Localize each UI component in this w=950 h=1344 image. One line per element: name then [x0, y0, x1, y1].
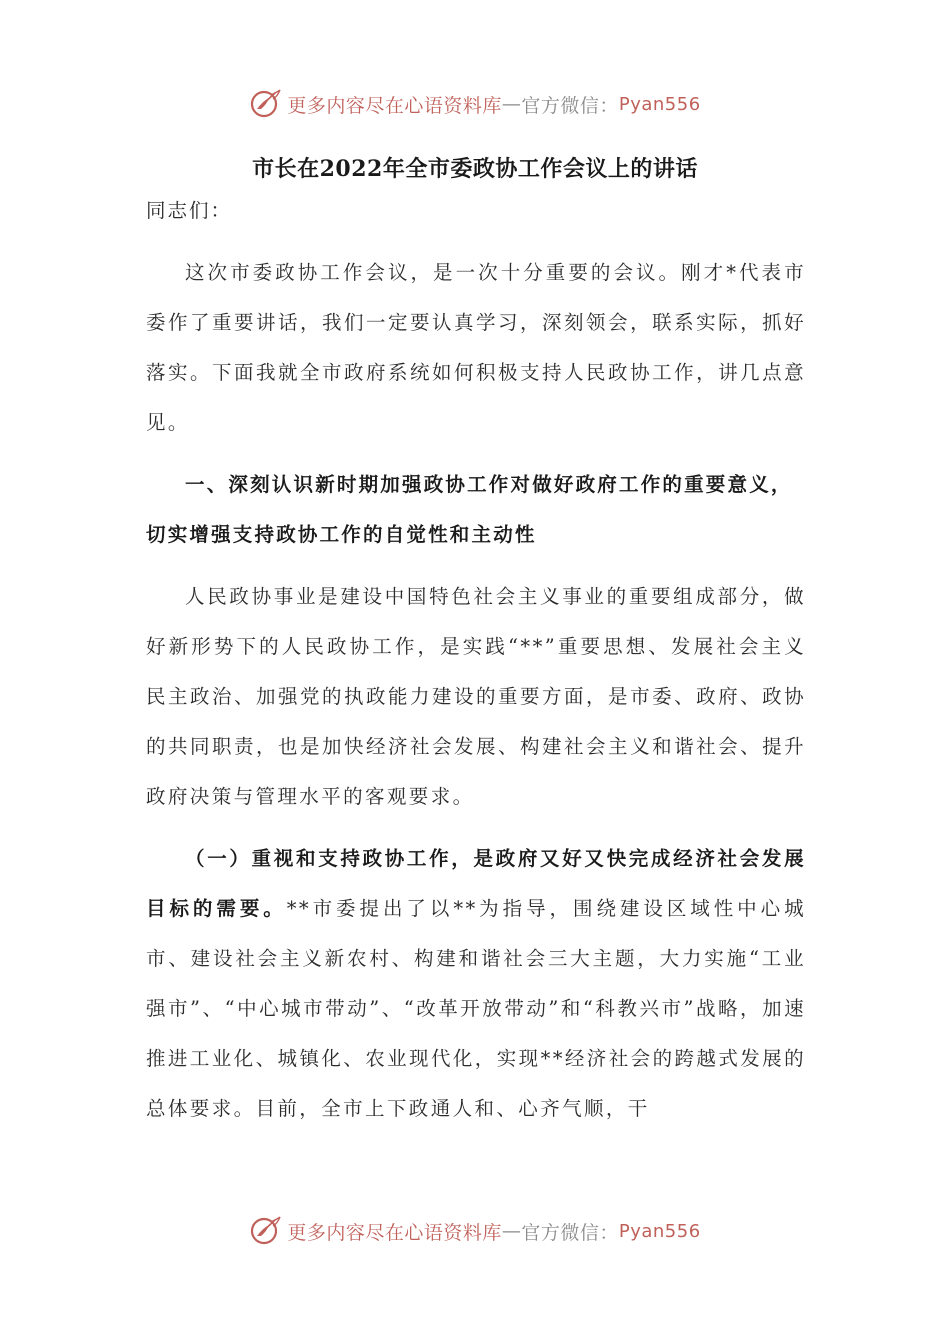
watermark-dash: —	[501, 1220, 522, 1242]
quill-logo-icon	[249, 1214, 283, 1248]
watermark-main-text: 更多内容尽在心语资料库	[287, 1221, 502, 1244]
watermark-wechat-id: Pyan556	[618, 93, 701, 115]
watermark-dash: —	[501, 93, 522, 115]
subsection-1-paragraph	[146, 834, 806, 1134]
subsection-1-text: **市委提出了以**为指导，围绕建设区域性中心城市、建设社会主义新农村、构建和谐社会三大主题，大力实施“工业强市”、“中心城市带动”、“改革开放带动”和“科教兴市”战略，加速推进工业化、城镇化、农业现代化，实现**经济社会的跨越式发展的总体要求。目前，全市上下政通人和、心齐气顺，干	[146, 897, 806, 1120]
subsection-1-heading: （一）重视和支持政协工作，是政府又好又快完成经济社会发展目标的需要。	[146, 847, 806, 920]
salutation: 同志们：	[146, 199, 233, 222]
watermark-main-text: 更多内容尽在心语资料库	[287, 94, 502, 117]
quill-logo-icon	[249, 87, 283, 121]
watermark-sub-text: 官方微信：	[521, 1221, 619, 1244]
document-title: 市长在2022年全市委政协工作会议上的讲话	[252, 156, 698, 182]
section-1-heading: 一、深刻认识新时期加强政协工作对做好政府工作的重要意义，切实增强支持政协工作的自觉性和主动性	[146, 473, 793, 546]
watermark-wechat-id: Pyan556	[618, 1220, 701, 1242]
section-1-paragraph: 人民政协事业是建设中国特色社会主义事业的重要组成部分，做好新形势下的人民政协工作，是实践“**”重要思想、发展社会主义民主政治、加强党的执政能力建设的重要方面，是市委、政府、政协的共同职责，也是加快经济社会发展、构建社会主义和谐社会、提升政府决策与管理水平的客观要求。	[146, 585, 806, 808]
watermark-sub-text: 官方微信：	[521, 94, 619, 117]
document-body	[146, 186, 806, 1134]
watermark-header	[0, 84, 950, 124]
intro-paragraph: 这次市委政协工作会议，是一次十分重要的会议。刚才*代表市委作了重要讲话，我们一定要认真学习，深刻领会，联系实际，抓好落实。下面我就全市政府系统如何积极支持人民政协工作，讲几点意见。	[146, 261, 806, 434]
watermark-footer	[0, 1211, 950, 1251]
